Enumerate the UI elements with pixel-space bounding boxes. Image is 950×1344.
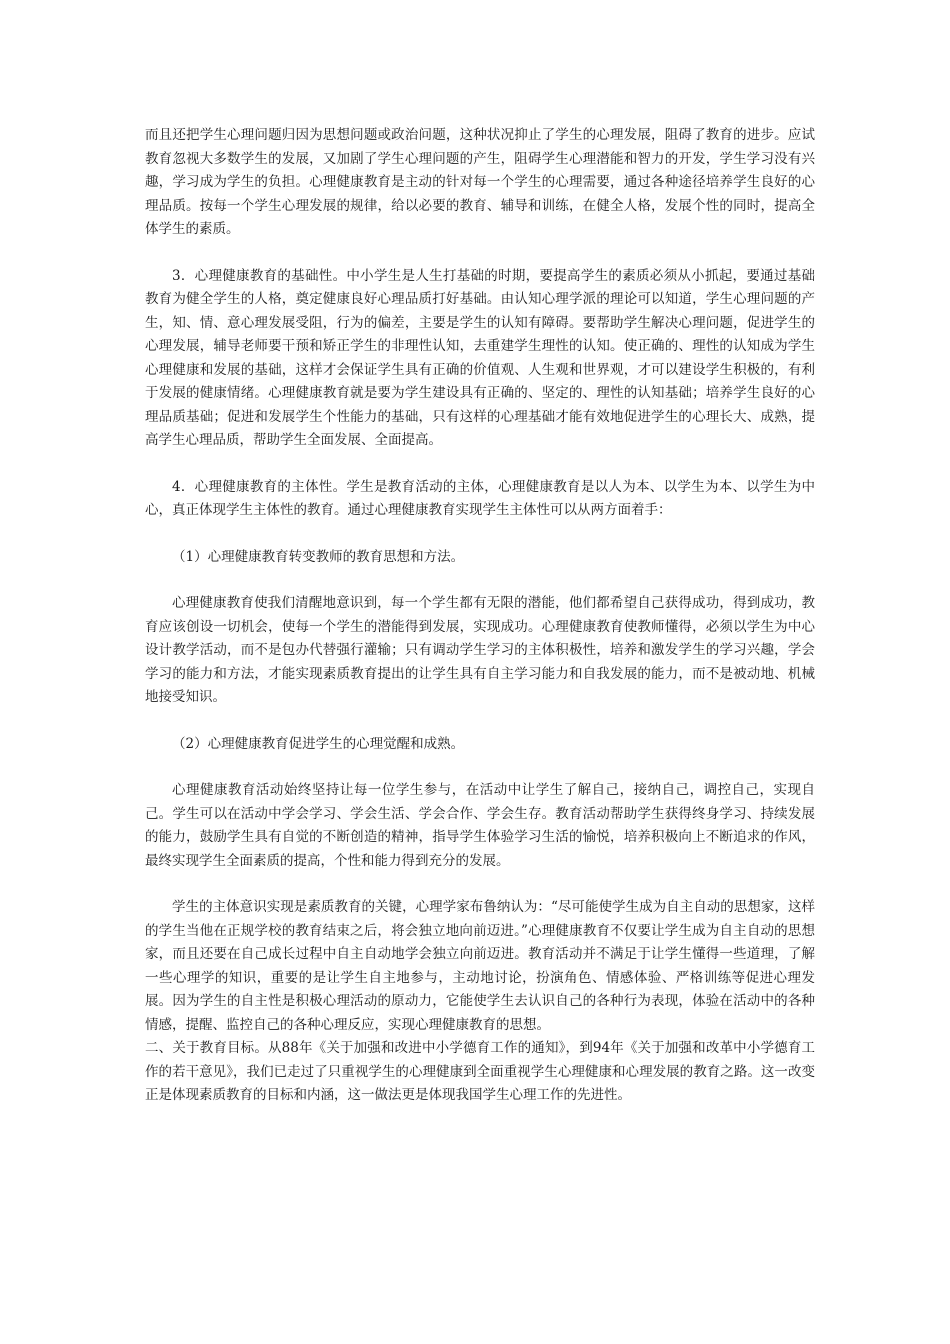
paragraph-gap [145, 569, 815, 592]
paragraph-gap [145, 242, 815, 265]
document-page [145, 124, 815, 1108]
paragraph-gap [145, 873, 815, 896]
paragraph-sub-2-body: 心理健康教育活动始终坚持让每一位学生参与，在活动中让学生了解自己，接纳自己，调控自己，实现自己。学生可以在活动中学会学习、学会生活、学会合作、学会生存。教育活动帮助学生获得终身学习、持续发展的能力，鼓励学生具有自觉的不断创造的精神，指导学生体验学习生活的愉悦，培养积极向上不断追求的作风，最终实现学生全面素质的提高，个性和能力得到充分的发展。 [145, 782, 815, 869]
paragraph-gap [145, 523, 815, 546]
paragraph-gap [145, 756, 815, 779]
subheading-2: （2）心理健康教育促进学生的心理觉醒和成熟。 [172, 735, 465, 752]
paragraph-section-2-goals: 二、关于教育目标。从88年《关于加强和改进中小学德育工作的通知》，到94年《关于加强和改革中小学德育工作的若干意见》，我们已走过了只重视学生的心理健康到全面重视学生心理健康和心理发展的教育之路。这一改变正是体现素质教育的目标和内涵，这一做法更是体现我国学生心理工作的先进性。 [145, 1040, 815, 1103]
paragraph-gap [145, 453, 815, 476]
paragraph-intro-continued: 而且还把学生心理问题归因为思想问题或政治问题，这种状况抑止了学生的心理发展，阻碍了教育的进步。应试教育忽视大多数学生的发展，又加剧了学生心理问题的产生，阻碍学生心理潜能和智力的开发，学生学习没有兴趣，学习成为学生的负担。心理健康教育是主动的针对每一个学生的心理需要，通过各种途径培养学生良好的心理品质。按每一个学生心理发展的规律，给以必要的教育、辅导和训练，在健全人格，发展个性的同时，提高全体学生的素质。 [145, 127, 815, 237]
paragraph-subject-awareness: 学生的主体意识实现是素质教育的关键，心理学家布鲁纳认为：“尽可能使学生成为自主自动的思想家，这样的学生当他在正规学校的教育结束之后，将会独立地向前迈进。”心理健康教育不仅要让学生成为自主自动的思想家，而且还要在自己成长过程中自主自动地学会独立向前迈进。教育活动并不满足于让学生懂得一些道理，了解一些心理学的知识，重要的是让学生自主地参与，主动地讨论，扮演角色、情感体验、严格训练等促进心理发展。因为学生的自主性是积极心理活动的原动力，它能使学生去认识自己的各种行为表现，体验在活动中的各种情感，提醒、监控自己的各种心理反应，实现心理健康教育的思想。 [145, 899, 815, 1033]
subheading-1: （1）心理健康教育转变教师的教育思想和方法。 [172, 548, 465, 565]
paragraph-section-4: 4．心理健康教育的主体性。学生是教育活动的主体，心理健康教育是以人为本、以学生为本、以学生为中心，真正体现学生主体性的教育。通过心理健康教育实现学生主体性可以从两方面着手： [145, 478, 815, 518]
paragraph-sub-1-body: 心理健康教育使我们清醒地意识到，每一个学生都有无限的潜能，他们都希望自己获得成功，得到成功，教育应该创设一切机会，使每一个学生的潜能得到发展，实现成功。心理健康教育使教师懂得，必须以学生为中心设计教学活动，而不是包办代替强行灌输；只有调动学生学习的主体积极性，培养和激发学生的学习兴趣，学会学习的能力和方法，才能实现素质教育提出的让学生具有自主学习能力和自我发展的能力，而不是被动地、机械地接受知识。 [145, 595, 815, 705]
paragraph-section-3: 3．心理健康教育的基础性。中小学生是人生打基础的时期，要提高学生的素质必须从小抓起，要通过基础教育为健全学生的人格，奠定健康良好心理品质打好基础。由认知心理学派的理论可以知道，学生心理问题的产生，知、情、意心理发展受阻，行为的偏差，主要是学生的认知有障碍。要帮助学生解决心理问题，促进学生的心理发展，辅导老师要干预和矫正学生的非理性认知，去重建学生理性的认知。使正确的、理性的认知成为学生心理健康和发展的基础，这样才会保证学生具有正确的价值观、人生观和世界观，才可以建设学生积极的，有利于发展的健康情绪。心理健康教育就是要为学生建设具有正确的、坚定的、理性的认知基础；培养学生良好的心理品质基础；促进和发展学生个性能力的基础，只有这样的心理基础才能有效地促进学生的心理长大、成熟，提高学生心理品质，帮助学生全面发展、全面提高。 [145, 267, 815, 448]
paragraph-gap [145, 710, 815, 733]
